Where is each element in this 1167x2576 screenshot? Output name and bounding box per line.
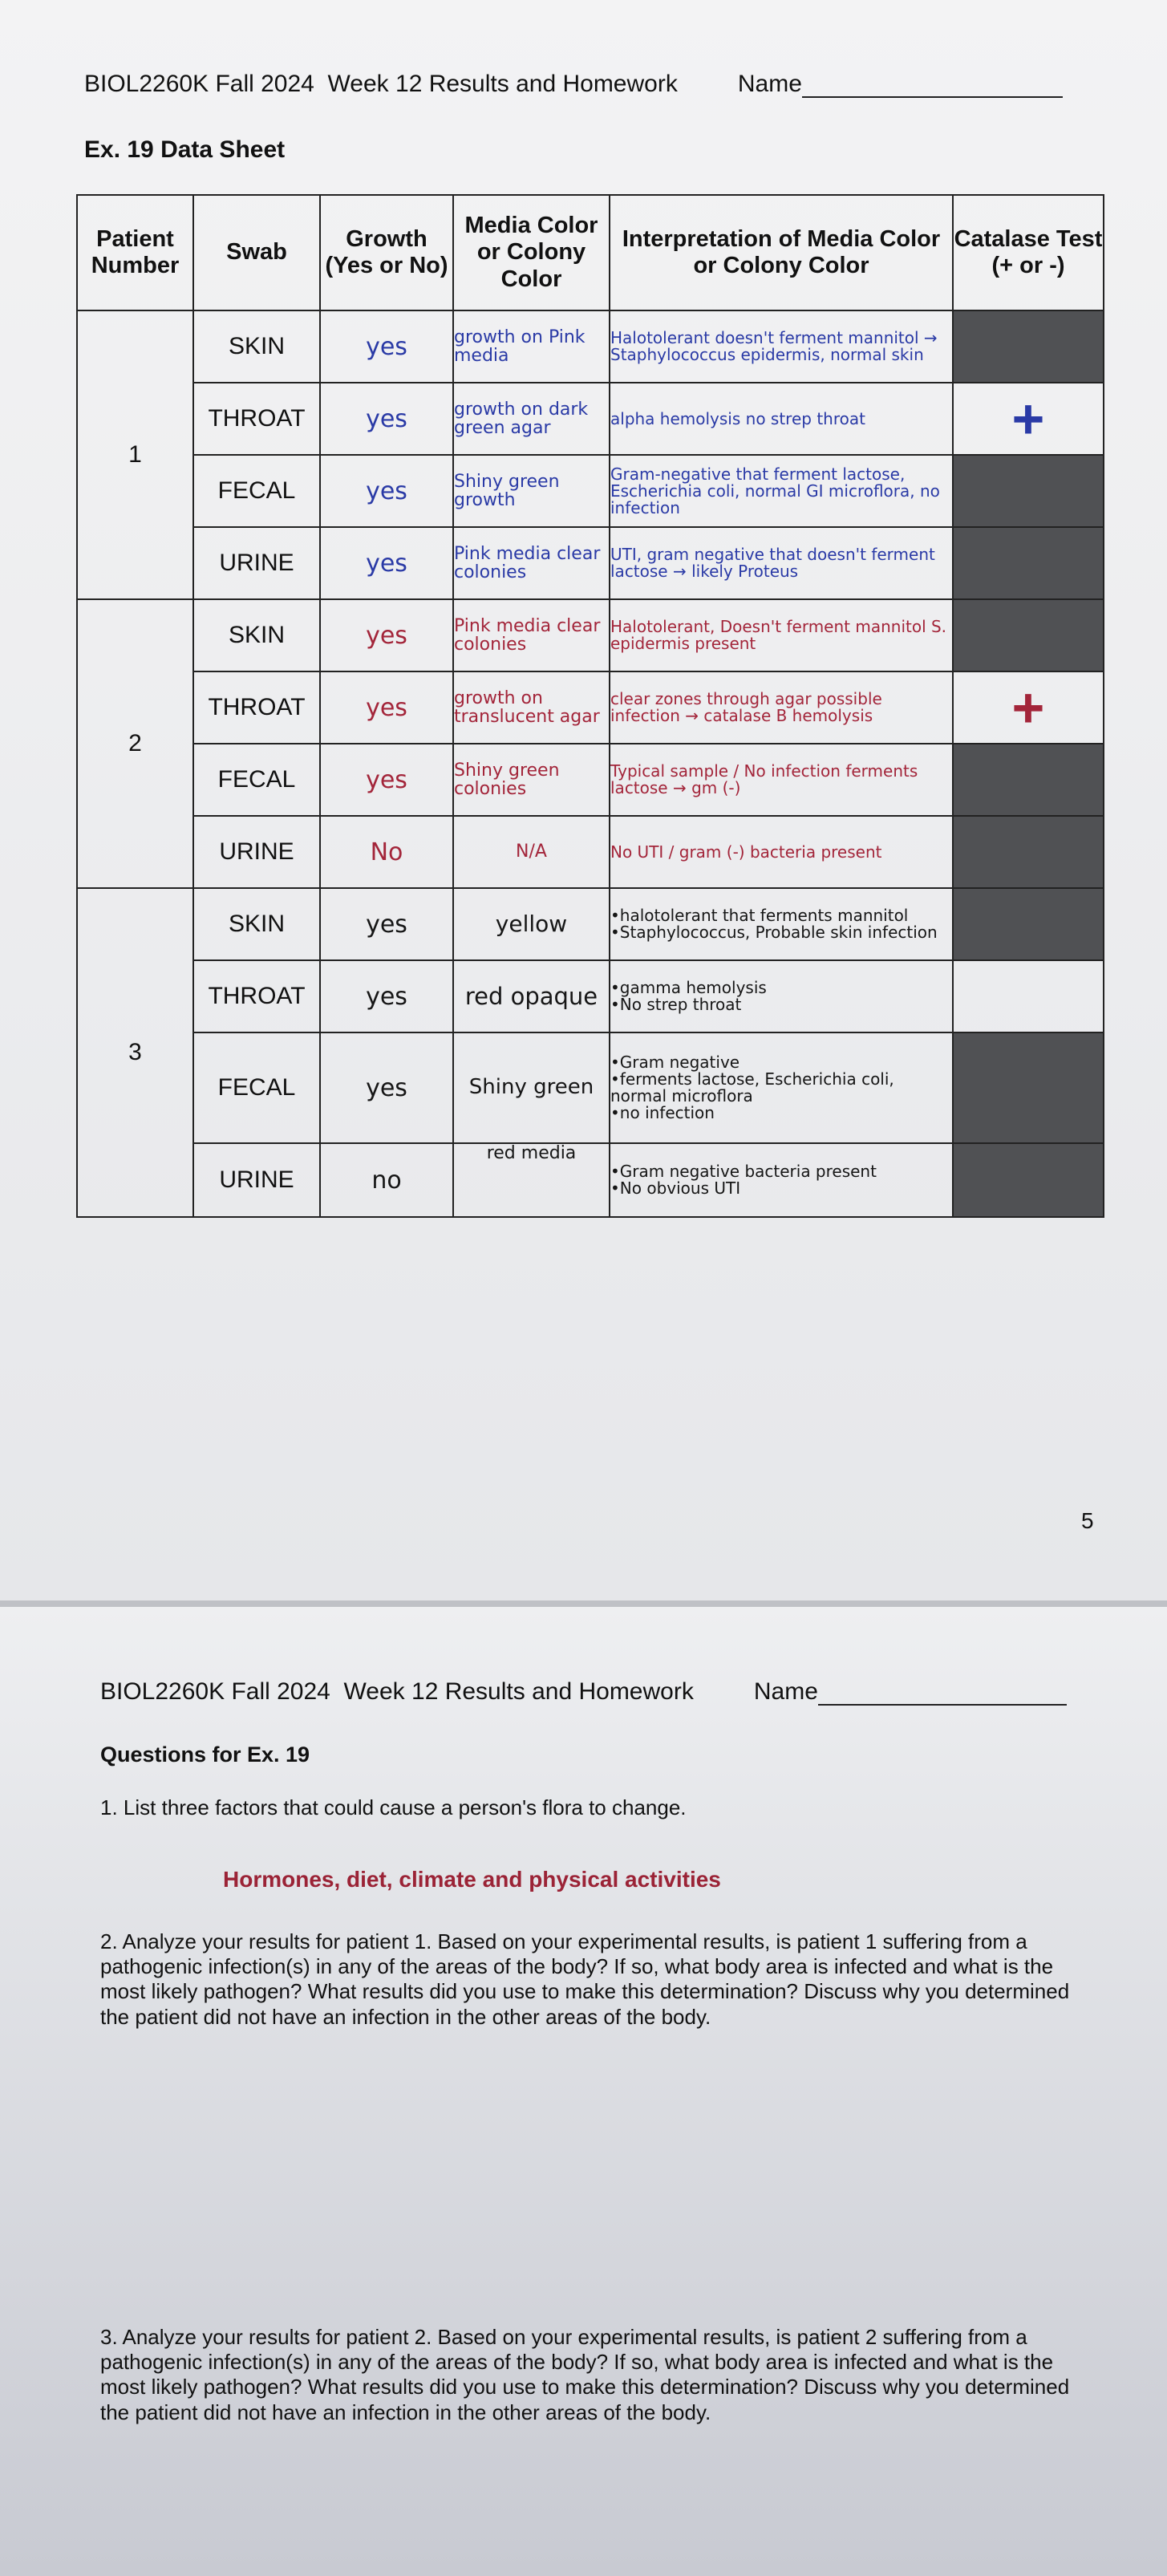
media-color-cell: yellow: [453, 888, 610, 960]
media-color-cell: growth on translucent agar: [453, 671, 610, 744]
media-color-cell: growth on dark green agar: [453, 383, 610, 455]
growth-cell: yes: [320, 888, 453, 960]
catalase-cell-shaded: [953, 816, 1104, 888]
answer-1: Hormones, diet, climate and physical activities: [223, 1867, 721, 1892]
table-row: [77, 816, 1104, 888]
table-row: [77, 1143, 1104, 1217]
table-row: [77, 1032, 1104, 1143]
name-blank-line: [818, 1681, 1067, 1706]
data-sheet-title: Ex. 19 Data Sheet: [84, 136, 286, 163]
name-label: Name: [737, 71, 802, 97]
table-row: [77, 599, 1104, 671]
interpretation-cell: UTI, gram negative that doesn't ferment lactose → likely Proteus: [610, 527, 953, 599]
media-color-cell: Shiny green growth: [453, 455, 610, 527]
col-header-catalase: Catalase Test (+ or -): [953, 195, 1104, 310]
interpretation-cell: •Gram negative •ferments lactose, Escherichia coli, normal microflora •no infection: [610, 1032, 953, 1143]
growth-cell: yes: [320, 671, 453, 744]
growth-cell: yes: [320, 455, 453, 527]
col-header-growth: Growth (Yes or No): [320, 195, 453, 310]
questions-title: Questions for Ex. 19: [100, 1742, 310, 1767]
media-color-cell: red opaque: [453, 960, 610, 1032]
swab-cell: URINE: [193, 816, 320, 888]
interpretation-cell: •Gram negative bacteria present •No obvious UTI: [610, 1143, 953, 1217]
table-row: [77, 960, 1104, 1032]
swab-cell: THROAT: [193, 671, 320, 744]
swab-cell: FECAL: [193, 1032, 320, 1143]
col-header-patient-number: Patient Number: [77, 195, 193, 310]
interpretation-cell: Gram-negative that ferment lactose, Escherichia coli, normal GI microflora, no infection: [610, 455, 953, 527]
table-header-row: [77, 195, 1104, 310]
growth-cell: No: [320, 816, 453, 888]
patient-number-2: 2: [77, 599, 193, 888]
media-color-cell: Shiny green colonies: [453, 744, 610, 816]
media-color-cell: Shiny green: [453, 1032, 610, 1143]
interpretation-cell: •halotolerant that ferments mannitol •Staphylococcus, Probable skin infection: [610, 888, 953, 960]
question-3: 3. Analyze your results for patient 2. Based on your experimental results, is patient 2 suffering from a pathogenic infection(s) in any of the areas of the body? If so, what body area is infected and what is the most likely pathogen? What results did you use to make this determination? Discuss why you determined the patient did not have an infection in the other areas of the body.: [100, 2325, 1070, 2424]
media-color-cell: N/A: [453, 816, 610, 888]
interpretation-cell: clear zones through agar possible infection → catalase B hemolysis: [610, 671, 953, 744]
swab-cell: FECAL: [193, 455, 320, 527]
catalase-cell-shaded: [953, 455, 1104, 527]
table-row: [77, 455, 1104, 527]
header-title: BIOL2260K Fall 2024 Week 12 Results and Homework: [100, 1678, 694, 1705]
interpretation-cell: Halotolerant, Doesn't ferment mannitol S. epidermis present: [610, 599, 953, 671]
interpretation-cell: •gamma hemolysis •No strep throat: [610, 960, 953, 1032]
growth-cell: no: [320, 1143, 453, 1217]
swab-cell: THROAT: [193, 383, 320, 455]
catalase-cell-shaded: [953, 744, 1104, 816]
growth-cell: yes: [320, 310, 453, 383]
table-row: [77, 744, 1104, 816]
media-color-cell: red media: [453, 1143, 610, 1217]
page-divider: [0, 1600, 1167, 1607]
media-color-cell: growth on Pink media: [453, 310, 610, 383]
swab-cell: SKIN: [193, 888, 320, 960]
name-blank-line: [802, 74, 1063, 98]
col-header-swab: Swab: [193, 195, 320, 310]
catalase-cell-shaded: [953, 599, 1104, 671]
catalase-cell-shaded: [953, 310, 1104, 383]
catalase-cell-shaded: [953, 527, 1104, 599]
catalase-result-positive: +: [953, 671, 1104, 744]
catalase-result-positive: +: [953, 383, 1104, 455]
interpretation-cell: alpha hemolysis no strep throat: [610, 383, 953, 455]
name-label: Name: [753, 1678, 818, 1705]
table-row: [77, 671, 1104, 744]
interpretation-cell: No UTI / gram (-) bacteria present: [610, 816, 953, 888]
growth-cell: yes: [320, 744, 453, 816]
growth-cell: yes: [320, 599, 453, 671]
swab-cell: THROAT: [193, 960, 320, 1032]
catalase-cell-shaded: [953, 888, 1104, 960]
question-1: 1. List three factors that could cause a person's flora to change.: [100, 1795, 687, 1819]
col-header-interpretation: Interpretation of Media Color or Colony Color: [610, 195, 953, 310]
patient-number-1: 1: [77, 310, 193, 599]
growth-cell: yes: [320, 527, 453, 599]
growth-cell: yes: [320, 960, 453, 1032]
data-sheet-table: [76, 194, 1104, 1218]
table-row: [77, 310, 1104, 383]
media-color-cell: Pink media clear colonies: [453, 599, 610, 671]
table-row: [77, 888, 1104, 960]
swab-cell: SKIN: [193, 599, 320, 671]
header-title: BIOL2260K Fall 2024 Week 12 Results and Homework: [84, 71, 678, 97]
swab-cell: FECAL: [193, 744, 320, 816]
swab-cell: URINE: [193, 1143, 320, 1217]
growth-cell: yes: [320, 1032, 453, 1143]
table-row: [77, 383, 1104, 455]
interpretation-cell: Typical sample / No infection ferments lactose → gm (-): [610, 744, 953, 816]
catalase-cell-shaded: [953, 1032, 1104, 1143]
catalase-cell-empty: [953, 960, 1104, 1032]
media-color-cell: Pink media clear colonies: [453, 527, 610, 599]
growth-cell: yes: [320, 383, 453, 455]
interpretation-cell: Halotolerant doesn't ferment mannitol → Staphylococcus epidermis, normal skin: [610, 310, 953, 383]
swab-cell: URINE: [193, 527, 320, 599]
catalase-cell-shaded: [953, 1143, 1104, 1217]
page-header: [84, 71, 1063, 98]
page-number: 5: [1081, 1508, 1094, 1533]
swab-cell: SKIN: [193, 310, 320, 383]
patient-number-3: 3: [77, 888, 193, 1217]
question-2: 2. Analyze your results for patient 1. Based on your experimental results, is patient 1 suffering from a pathogenic infection(s) in any of the areas of the body? If so, what body area is infected and what is the most likely pathogen? What results did you use to make this determination? Discuss why you determined the patient did not have an infection in the other areas of the body.: [100, 1929, 1070, 2029]
page-header-2: [100, 1678, 1067, 1706]
col-header-media-color: Media Color or Colony Color: [453, 195, 610, 310]
table-row: [77, 527, 1104, 599]
